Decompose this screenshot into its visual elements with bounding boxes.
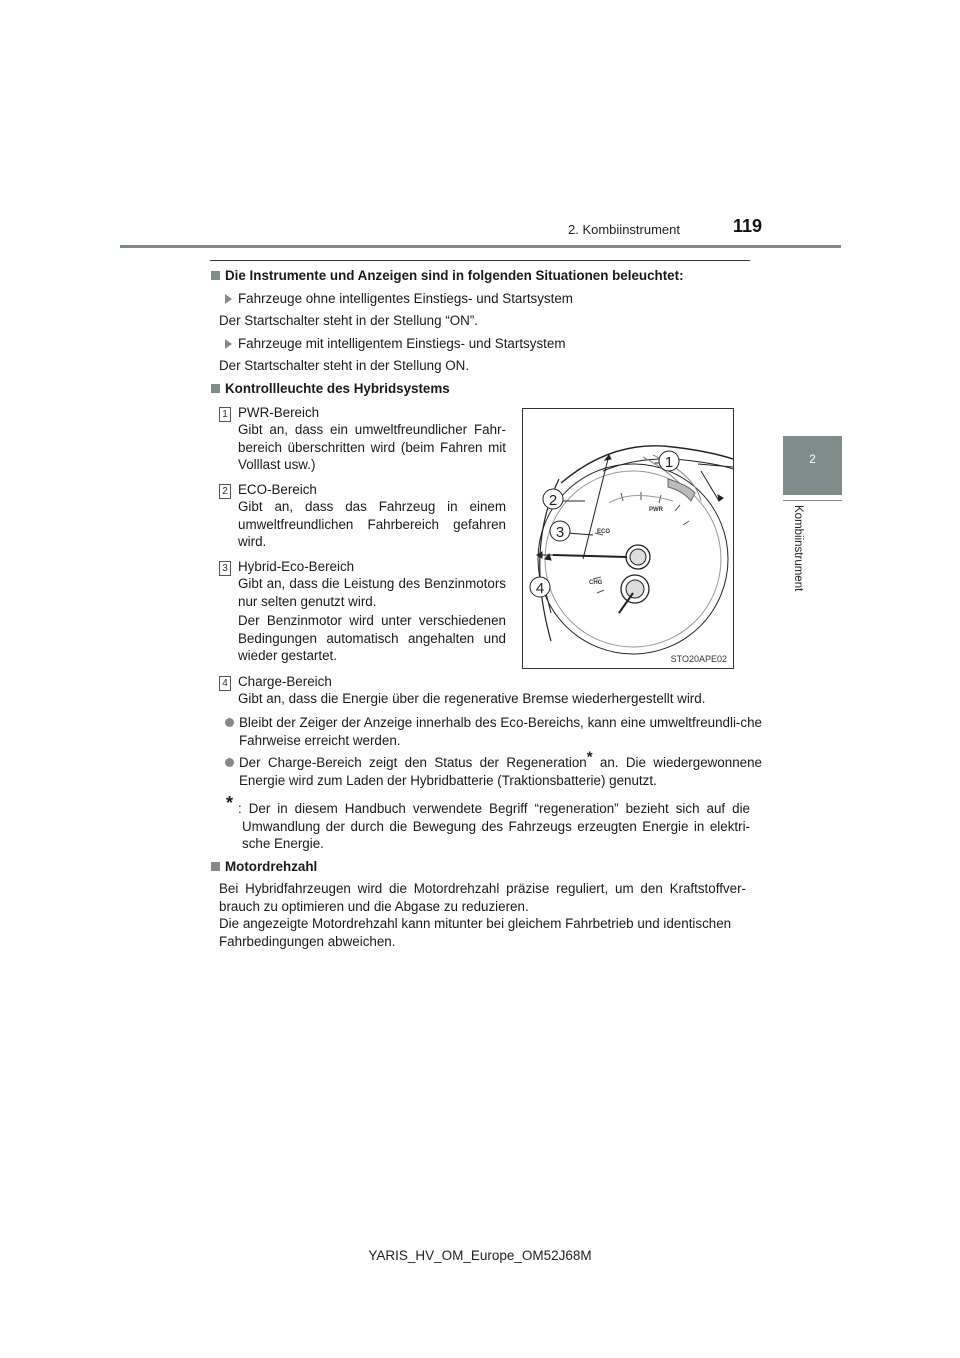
item3-text: Gibt an, dass die Leistung des Benzinmotors nur selten genutzt wird.	[238, 576, 506, 609]
header-section-title: 2. Kombiinstrument	[568, 222, 680, 237]
gauge-label-chg: CHG	[589, 580, 603, 586]
callout-label-2: 2	[548, 492, 558, 509]
section1-heading: Die Instrumente und Anzeigen sind in folgenden Situationen beleuchtet:	[211, 267, 751, 285]
item2-title: ECO-Bereich	[238, 482, 317, 497]
section1-item2-label: Fahrzeuge mit intelligentem Einstiegs- und Startsystem	[225, 335, 745, 353]
gauge-figure	[522, 408, 734, 669]
callout-number-1: 1	[219, 405, 231, 422]
hybrid-indicator-illustration	[523, 409, 733, 668]
footnote-mark: *	[226, 793, 234, 813]
section1-item1-text: Der Startschalter steht in der Stellung “ON”.	[219, 313, 478, 328]
callout-number-4: 4	[219, 674, 231, 691]
item2-text: Gibt an, dass das Fahrzeug in einem umweltfreundlichen Fahrbereich gefahren wird.	[238, 499, 506, 550]
item4-text: Gibt an, dass die Energie über die regenerative Bremse wiederhergestellt wird.	[238, 691, 706, 706]
page-number: 119	[733, 216, 763, 236]
bullet-eco-range: Bleibt der Zeiger der Anzeige innerhalb des Eco-Bereichs, kann eine umweltfreundli-che Fahrweise erreicht werden.	[225, 714, 762, 749]
item1-title: PWR-Bereich	[238, 405, 320, 420]
item3-title: Hybrid-Eco-Bereich	[238, 559, 355, 574]
callout-label-4: 4	[535, 580, 545, 597]
header-rule	[120, 245, 841, 248]
item4-title: Charge-Bereich	[238, 674, 332, 689]
callout-label-1: 1	[664, 454, 674, 471]
footer-document-id: YARIS_HV_OM_Europe_OM52J68M	[368, 1248, 592, 1263]
section1-item1-label: Fahrzeuge ohne intelligentes Einstiegs- und Startsystem	[225, 290, 745, 308]
chapter-tab	[783, 436, 842, 495]
callout-number-3: 3	[219, 559, 231, 576]
chapter-number: 2	[809, 452, 816, 466]
section3-text2: Die angezeigte Motordrehzahl kann mitunter bei gleichem Fahrbetrieb und identischen Fahrbedingungen abweichen.	[219, 916, 732, 949]
circle-bullet-icon	[225, 718, 234, 727]
section3-heading: Motordrehzahl	[211, 858, 751, 876]
section2-heading: Kontrollleuchte des Hybridsystems	[211, 380, 751, 398]
footnote-asterisk: *	[586, 748, 593, 766]
item3-text2: Der Benzinmotor wird unter verschiedenen Bedingungen automatisch angehalten und wieder gestartet.	[238, 613, 506, 664]
callout-number-2: 2	[219, 482, 231, 499]
circle-bullet-icon	[225, 758, 234, 767]
section1-item2-text: Der Startschalter steht in der Stellung ON.	[219, 358, 470, 373]
square-bullet-icon	[211, 271, 220, 280]
callout-label-3: 3	[555, 524, 565, 541]
content-top-rule	[210, 260, 750, 261]
square-bullet-icon	[211, 862, 220, 871]
gauge-label-eco: ECO	[597, 529, 611, 535]
footnote-text: : Der in diesem Handbuch verwendete Begriff “regeneration” bezieht sich auf die Umwandlung der durch die Bewegung des Fahrzeugs erzeugten Energie in elektri-sche Energie.	[238, 801, 750, 852]
chapter-title-vertical: Kombiinstrument	[792, 505, 804, 592]
triangle-bullet-icon	[225, 294, 232, 304]
bullet-charge-range: Der Charge-Bereich zeigt den Status der Regeneration* an. Die wiedergewonnene Energie wird zum Laden der Hybridbatterie (Traktionsbatterie) genutzt.	[225, 754, 762, 789]
figure-code: STO20APE02	[670, 654, 727, 664]
triangle-bullet-icon	[225, 339, 232, 349]
item1-text: Gibt an, dass ein umweltfreundlicher Fahr-bereich überschritten wird (beim Fahren mit Volllast usw.)	[238, 422, 506, 473]
section3-text1: Bei Hybridfahrzeugen wird die Motordrehzahl präzise reguliert, um den Kraftstoffver-brauch zu optimieren und die Abgase zu reduzieren.	[219, 881, 746, 914]
gauge-label-pwr: PWR	[649, 507, 663, 513]
side-rule	[783, 500, 842, 501]
square-bullet-icon	[211, 384, 220, 393]
